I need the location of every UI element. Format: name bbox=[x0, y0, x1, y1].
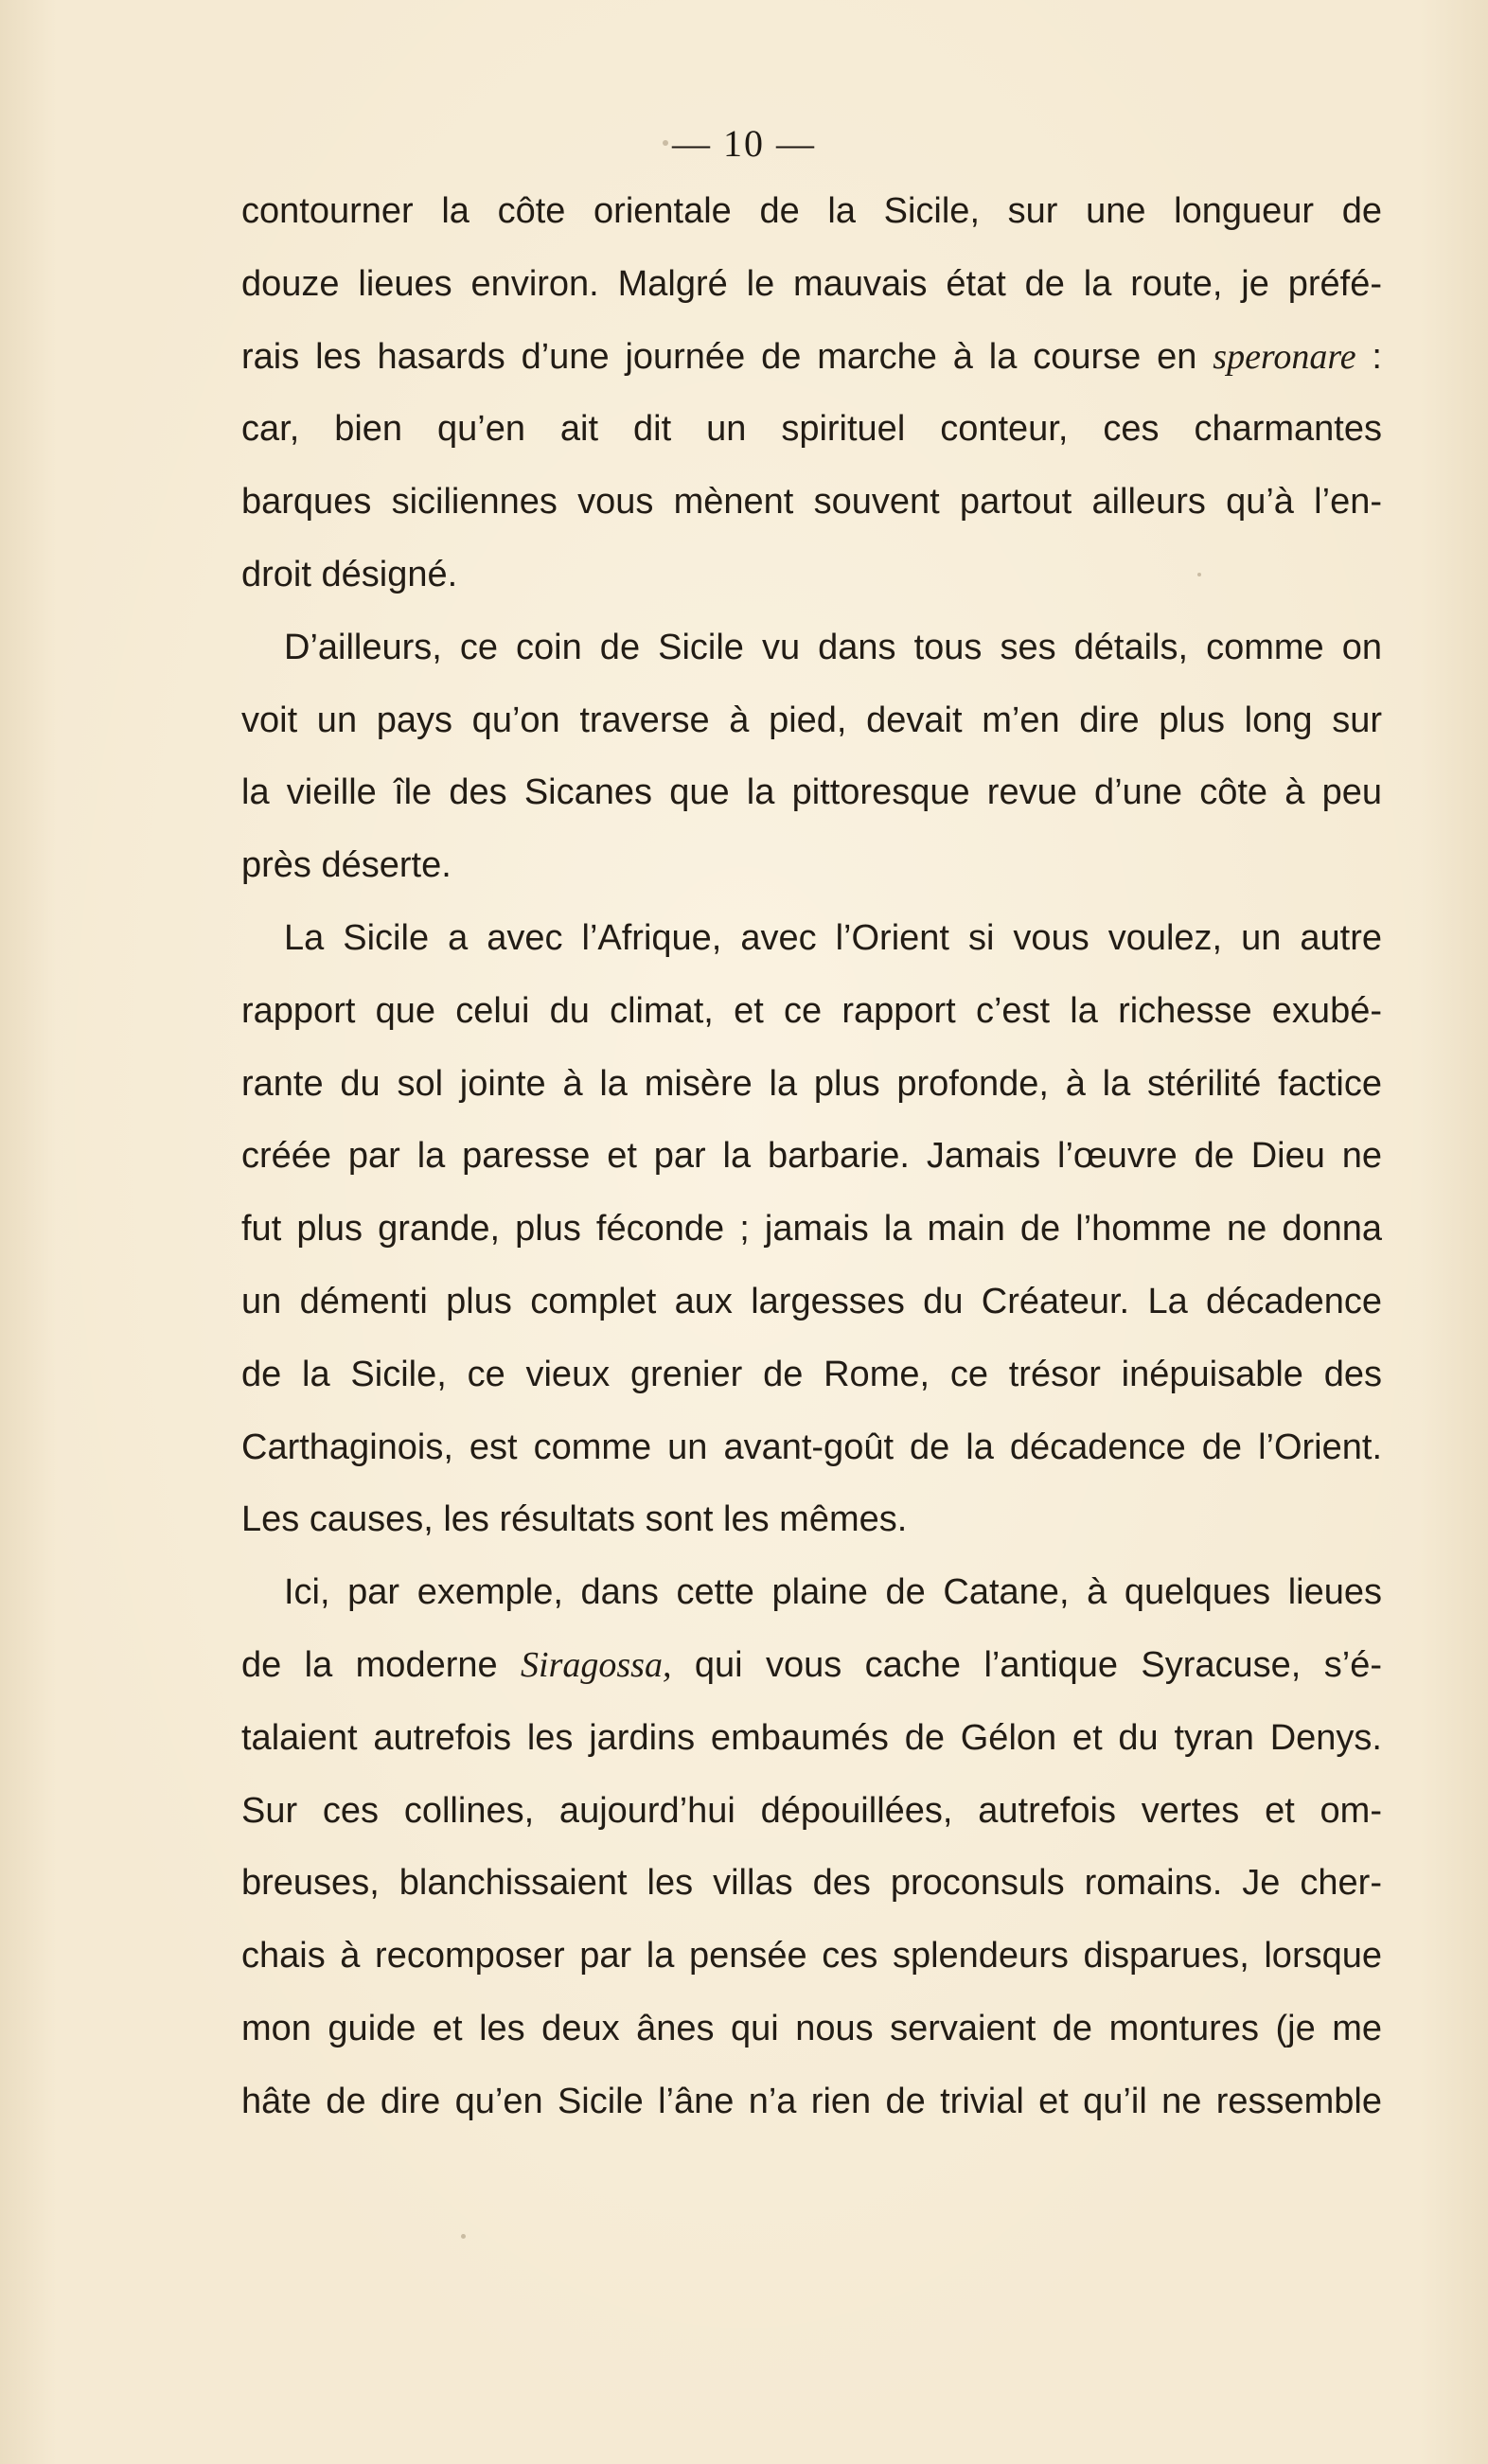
text-line: hâte de dire qu’en Sicile l’âne n’a rien de trivial et qu’il ne ressemble bbox=[241, 2082, 1382, 2121]
text-line: Ici, par exemple, dans cette plaine de Catane, à quelques lieues bbox=[284, 1572, 1382, 1612]
text-line: La Sicile a avec l’Afrique, avec l’Orient si vous voulez, un autre bbox=[284, 918, 1382, 958]
text-segment: : bbox=[1355, 337, 1382, 377]
text-line: droit désigné. bbox=[241, 555, 458, 594]
text-line: un démenti plus complet aux largesses du Créateur. La décadence bbox=[241, 1282, 1382, 1321]
text-segment: de la moderne bbox=[241, 1645, 522, 1685]
text-segment: qui vous cache l’antique Syracuse, s’é- bbox=[671, 1645, 1382, 1685]
text-line: car, bien qu’en ait dit un spirituel conteur, ces charmantes bbox=[241, 409, 1382, 449]
paper-speck bbox=[1197, 573, 1201, 576]
text-line: douze lieues environ. Malgré le mauvais état de la route, je préfé- bbox=[241, 264, 1382, 304]
text-line: barques siciliennes vous mènent souvent partout ailleurs qu’à l’en- bbox=[241, 482, 1382, 522]
text-line: Carthaginois, est comme un avant-goût de la décadence de l’Orient. bbox=[241, 1427, 1382, 1467]
text-line: créée par la paresse et par la barbarie. Jamais l’œuvre de Dieu ne bbox=[241, 1136, 1382, 1176]
text-line: voit un pays qu’on traverse à pied, devait m’en dire plus long sur bbox=[241, 700, 1382, 740]
text-line: près déserte. bbox=[241, 845, 452, 885]
text-segment: rais les hasards d’une journée de marche à la course en bbox=[241, 337, 1213, 377]
italic-word: Siragossa, bbox=[521, 1645, 672, 1685]
page-number: — 10 — bbox=[672, 122, 816, 165]
text-line: contourner la côte orientale de la Sicile, sur une longueur de bbox=[241, 191, 1382, 231]
text-line: talaient autrefois les jardins embaumés de Gélon et du tyran Denys. bbox=[241, 1718, 1382, 1758]
text-line: fut plus grande, plus féconde ; jamais la main de l’homme ne donna bbox=[241, 1209, 1382, 1249]
paper-speck bbox=[663, 140, 668, 146]
text-line: Les causes, les résultats sont les mêmes. bbox=[241, 1499, 908, 1539]
text-line: rante du sol jointe à la misère la plus profonde, à la stérilité factice bbox=[241, 1064, 1382, 1104]
text-line: mon guide et les deux ânes qui nous servaient de montures (je me bbox=[241, 2009, 1382, 2048]
text-line: la vieille île des Sicanes que la pittoresque revue d’une côte à peu bbox=[241, 772, 1382, 812]
text-line bbox=[241, 328, 1382, 385]
italic-word: speronare bbox=[1213, 337, 1356, 377]
text-line: Sur ces collines, aujourd’hui dépouillées, autrefois vertes et om- bbox=[241, 1791, 1382, 1831]
text-line: breuses, blanchissaient les villas des proconsuls romains. Je cher- bbox=[241, 1863, 1382, 1903]
text-line: chais à recomposer par la pensée ces splendeurs disparues, lorsque bbox=[241, 1936, 1382, 1976]
text-line bbox=[241, 1637, 1382, 1693]
paper-speck bbox=[461, 2234, 466, 2239]
text-line: D’ailleurs, ce coin de Sicile vu dans tous ses détails, comme on bbox=[284, 628, 1382, 667]
text-line: de la Sicile, ce vieux grenier de Rome, ce trésor inépuisable des bbox=[241, 1355, 1382, 1394]
text-line: rapport que celui du climat, et ce rapport c’est la richesse exubé- bbox=[241, 991, 1382, 1031]
